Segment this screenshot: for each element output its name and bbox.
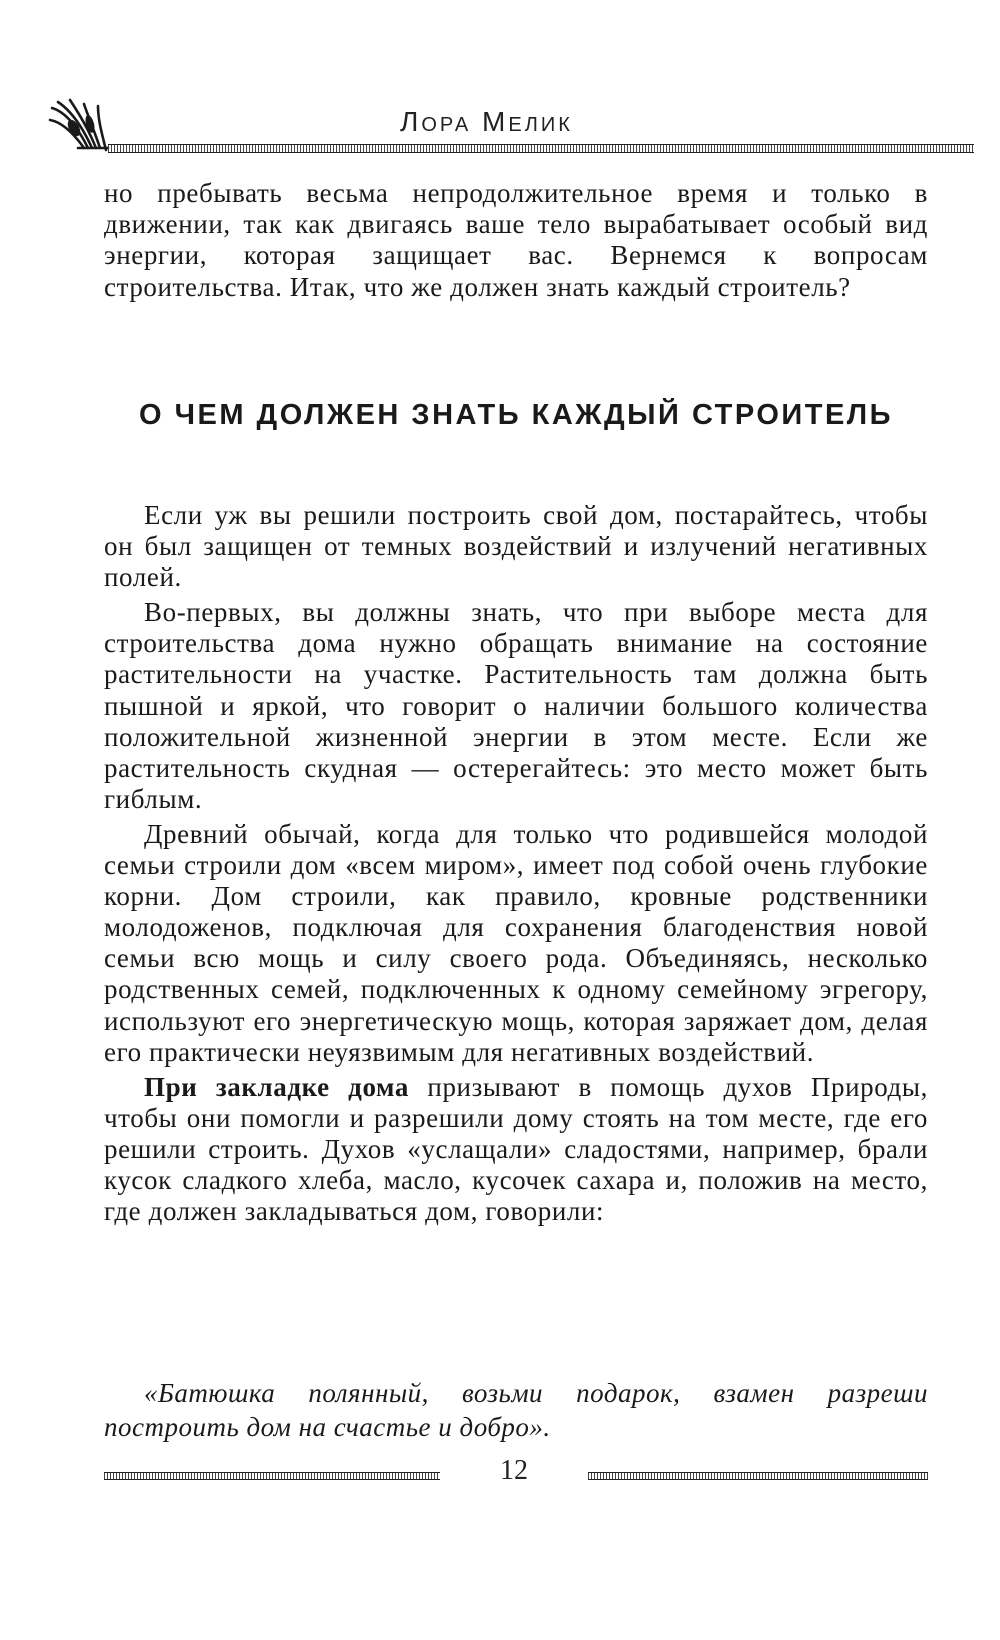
paragraph-closing [104, 1072, 928, 1227]
intro-paragraph: но пребывать весьма непродолжительное время и только в движении, так как двигаясь ваше тело вырабатывает особый вид энергии, которая защищает вас. Вернемся к вопросам строительства. Итак, что же должен знать каждый строитель? [104, 178, 928, 302]
running-header [40, 92, 930, 162]
page-number: 12 [500, 1455, 528, 1486]
header-rule [108, 144, 974, 153]
paragraph: Во-первых, вы должны знать, что при выборе места для строительства дома нужно обращать внимание на состояние растительности на участке. Растительность там должна быть пышной и яркой, что говорит о наличии большого количества положительной жизненной энергии в этом месте. Если же растительность скудная — остерегайтесь: это место может быть гиблым. [104, 597, 928, 814]
quote-incantation: «Батюшка полянный, возьми подарок, взамен разреши построить дом на счастье и добро». [104, 1378, 928, 1442]
paragraph: Если уж вы решили построить свой дом, постарайтесь, чтобы он был защищен от темных воздействий и излучений негативных полей. [104, 500, 928, 593]
body-paragraphs [104, 500, 928, 1231]
footer-rule-right [588, 1472, 928, 1480]
paragraph-rest: призывают в помощь духов Природы, чтобы они помогли и разрешили дому стоять на том месте, где его решили строить. Духов «услащали» сладостями, например, брали кусок сладкого хлеба, масло, кусочек сахара и, положив на место, где должен закладываться дом, говорили: [104, 1071, 928, 1227]
footer-rule-left [104, 1472, 440, 1480]
bold-lead: При закладке дома [144, 1071, 409, 1102]
leaf-ornament-icon [48, 98, 110, 154]
paragraph: Древний обычай, когда для только что родившейся молодой семьи строили дом «всем миром», имеет под собой очень глубокие корни. Дом строили, как правило, кровные родственники молодоженов, подключая для сохранения благоденствия новой семьи всю мощь и силу своего рода. Объединяясь, несколько родственных семей, подключенных к одному семейному эгрегору, используют его энергетическую мощь, которая заряжает дом, делая его практически неуязвимым для негативных воздействий. [104, 818, 928, 1067]
author-name: Лора Мелик [400, 106, 573, 137]
section-title: О ЧЕМ ДОЛЖЕН ЗНАТЬ КАЖДЫЙ СТРОИТЕЛЬ [138, 399, 894, 431]
